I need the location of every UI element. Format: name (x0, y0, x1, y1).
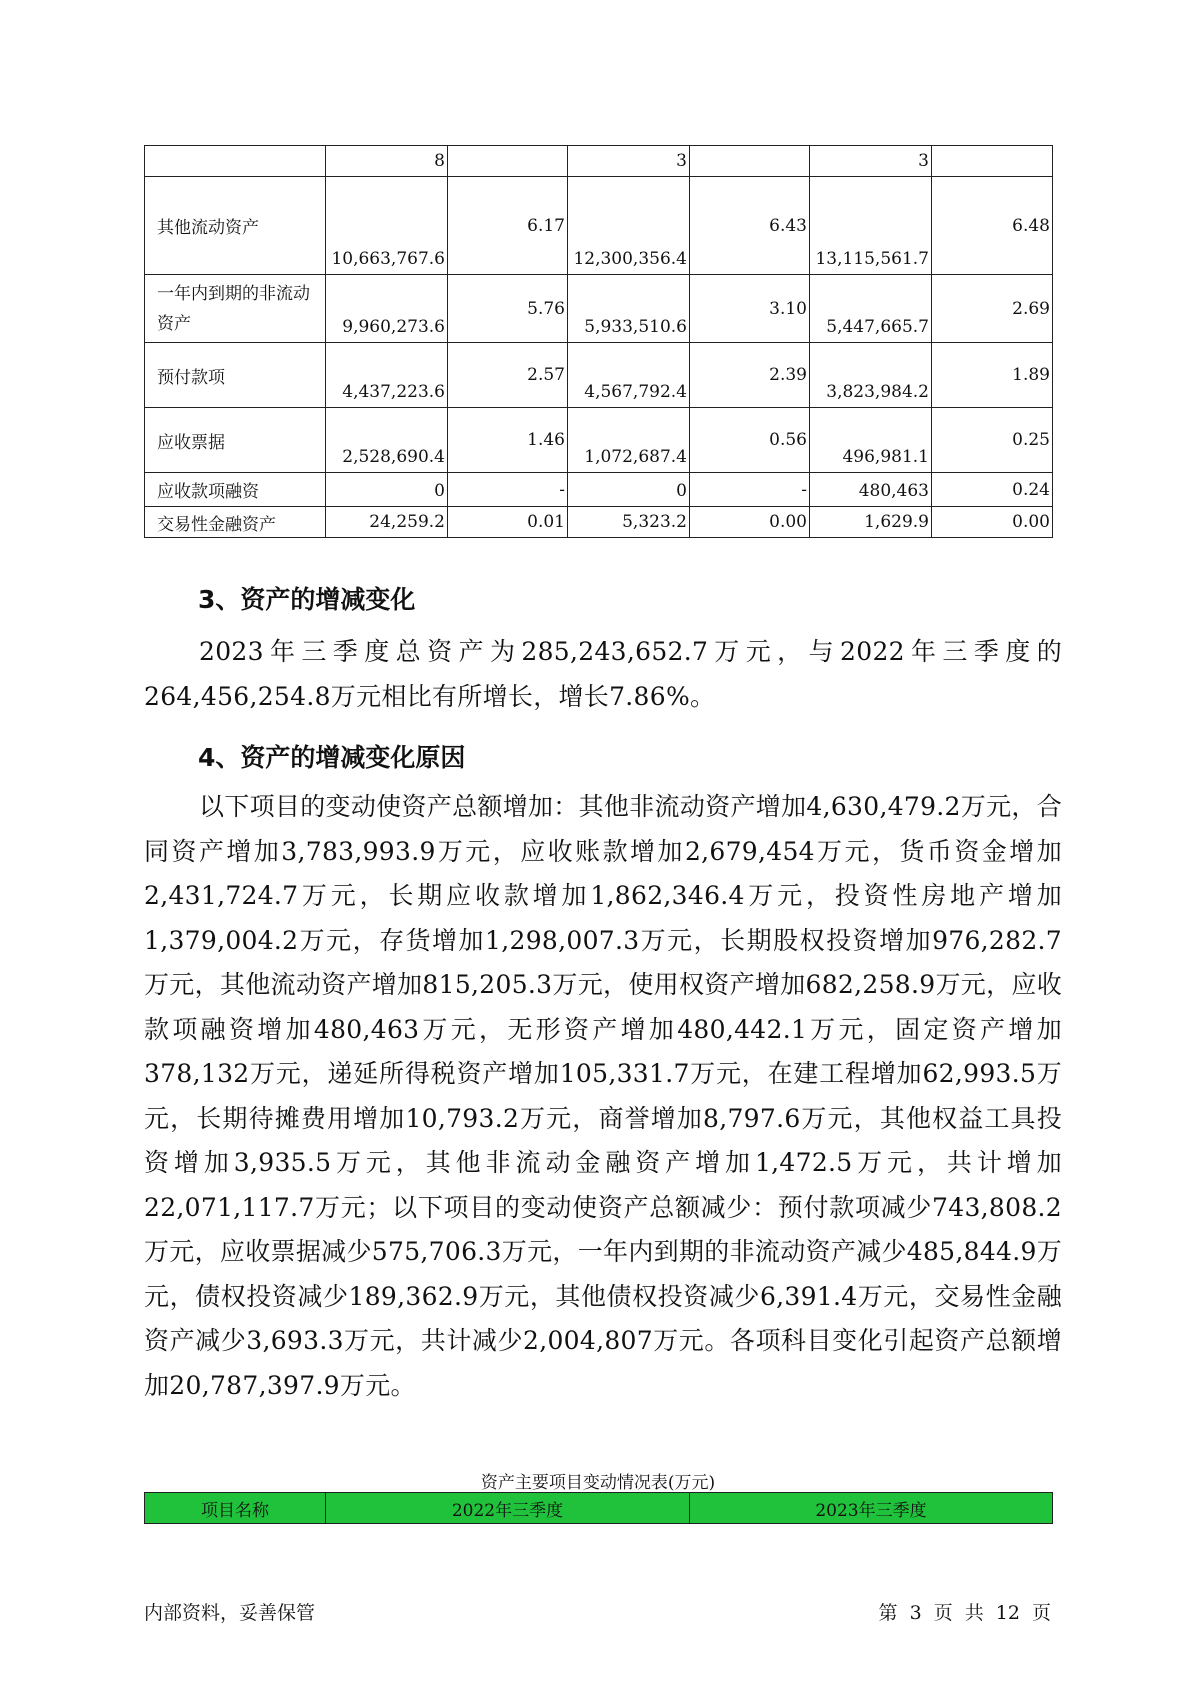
section-3-heading: 3、资产的增减变化 (198, 585, 416, 614)
pct-2023: 1.89 (932, 343, 1053, 408)
pct-2022: 2.39 (690, 343, 810, 408)
asset-table (144, 145, 1053, 538)
section-4-heading: 4、资产的增减变化原因 (198, 743, 466, 772)
header-2023-q3: 2023年三季度 (690, 1493, 1053, 1524)
pct-2021: - (448, 473, 568, 507)
value-2023: 3 (810, 146, 932, 177)
value-2021: 2,528,690.4 (326, 408, 448, 473)
table-row (145, 343, 1053, 408)
value-2021: 0 (326, 473, 448, 507)
pct-2023: 0.00 (932, 507, 1053, 538)
header-2022-q3: 2022年三季度 (326, 1493, 690, 1524)
value-2022: 5,323.2 (568, 507, 690, 538)
value-2022: 1,072,687.4 (568, 408, 690, 473)
pct-2021: 6.17 (448, 177, 568, 275)
pct-2023: 2.69 (932, 275, 1053, 343)
pct-2022: 6.43 (690, 177, 810, 275)
row-name: 一年内到期的非流动资产 (145, 275, 326, 343)
row-name: 预付款项 (145, 343, 326, 408)
pct-2022 (690, 146, 810, 177)
row-name: 应收票据 (145, 408, 326, 473)
row-name (145, 146, 326, 177)
section-4-body: 以下项目的变动使资产总额增加：其他非流动资产增加4,630,479.2万元，合同资产增加3,783,993.9万元，应收账款增加2,679,454万元，货币资金增加2,431,724.7万元，长期应收款增加1,862,346.4万元，投资性房地产增加1,379,004.2万元，存货增加1,298,007.3万元，长期股权投资增加976,282.7万元，其他流动资产增加815,205.3万元，使用权资产增加682,258.9万元，应收款项融资增加480,463万元，无形资产增加480,442.1万元，固定资产增加378,132万元，递延所得税资产增加105,331.7万元，在建工程增加62,993.5万元，长期待摊费用增加10,793.2万元，商誉增加8,797.6万元，其他权益工具投资增加3,935.5万元，其他非流动金融资产增加1,472.5万元，共计增加22,071,117.7万元；以下项目的变动使资产总额减少：预付款项减少743,808.2万元，应收票据减少575,706.3万元，一年内到期的非流动资产减少485,844.9万元，债权投资减少189,362.9万元，其他债权投资减少6,391.4万元，交易性金融资产减少3,693.3万元，共计减少2,004,807万元。各项科目变化引起资产总额增加20,787,397.9万元。 (144, 792, 1062, 1400)
value-2021: 9,960,273.6 (326, 275, 448, 343)
section-3-body: 2023年三季度总资产为285,243,652.7万元，与2022年三季度的264,456,254.8万元相比有所增长，增长7.86%。 (144, 637, 1062, 711)
pct-2022: - (690, 473, 810, 507)
asset-change-table (144, 1492, 1053, 1524)
pct-2021: 0.01 (448, 507, 568, 538)
value-2021: 24,259.2 (326, 507, 448, 538)
header-item-name: 项目名称 (145, 1493, 326, 1524)
value-2022: 12,300,356.4 (568, 177, 690, 275)
table-row (145, 507, 1053, 538)
pct-2022: 3.10 (690, 275, 810, 343)
pct-2023: 0.25 (932, 408, 1053, 473)
value-2021: 10,663,767.6 (326, 177, 448, 275)
value-2022: 3 (568, 146, 690, 177)
pct-2022: 0.00 (690, 507, 810, 538)
value-2023: 5,447,665.7 (810, 275, 932, 343)
value-2023: 3,823,984.2 (810, 343, 932, 408)
pct-2023: 6.48 (932, 177, 1053, 275)
value-2022: 5,933,510.6 (568, 275, 690, 343)
table-caption: 资产主要项目变动情况表(万元) (480, 1473, 716, 1493)
row-name: 交易性金融资产 (145, 507, 326, 538)
value-2022: 0 (568, 473, 690, 507)
value-2023: 1,629.9 (810, 507, 932, 538)
pct-2021: 2.57 (448, 343, 568, 408)
pct-2021: 1.46 (448, 408, 568, 473)
footer-confidential-note: 内部资料，妥善保管 (144, 1602, 316, 1624)
value-2022: 4,567,792.4 (568, 343, 690, 408)
pct-2023 (932, 146, 1053, 177)
table-row (145, 275, 1053, 343)
value-2023: 13,115,561.7 (810, 177, 932, 275)
table-header-row (145, 1493, 1053, 1524)
row-name: 其他流动资产 (145, 177, 326, 275)
pct-2021 (448, 146, 568, 177)
value-2021: 8 (326, 146, 448, 177)
row-name: 应收款项融资 (145, 473, 326, 507)
table-row (145, 473, 1053, 507)
footer-page-number: 第 3 页 共 12 页 (878, 1602, 1051, 1624)
value-2021: 4,437,223.6 (326, 343, 448, 408)
pct-2023: 0.24 (932, 473, 1053, 507)
value-2023: 496,981.1 (810, 408, 932, 473)
pct-2021: 5.76 (448, 275, 568, 343)
table-row (145, 408, 1053, 473)
table-row (145, 146, 1053, 177)
pct-2022: 0.56 (690, 408, 810, 473)
value-2023: 480,463 (810, 473, 932, 507)
table-row (145, 177, 1053, 275)
